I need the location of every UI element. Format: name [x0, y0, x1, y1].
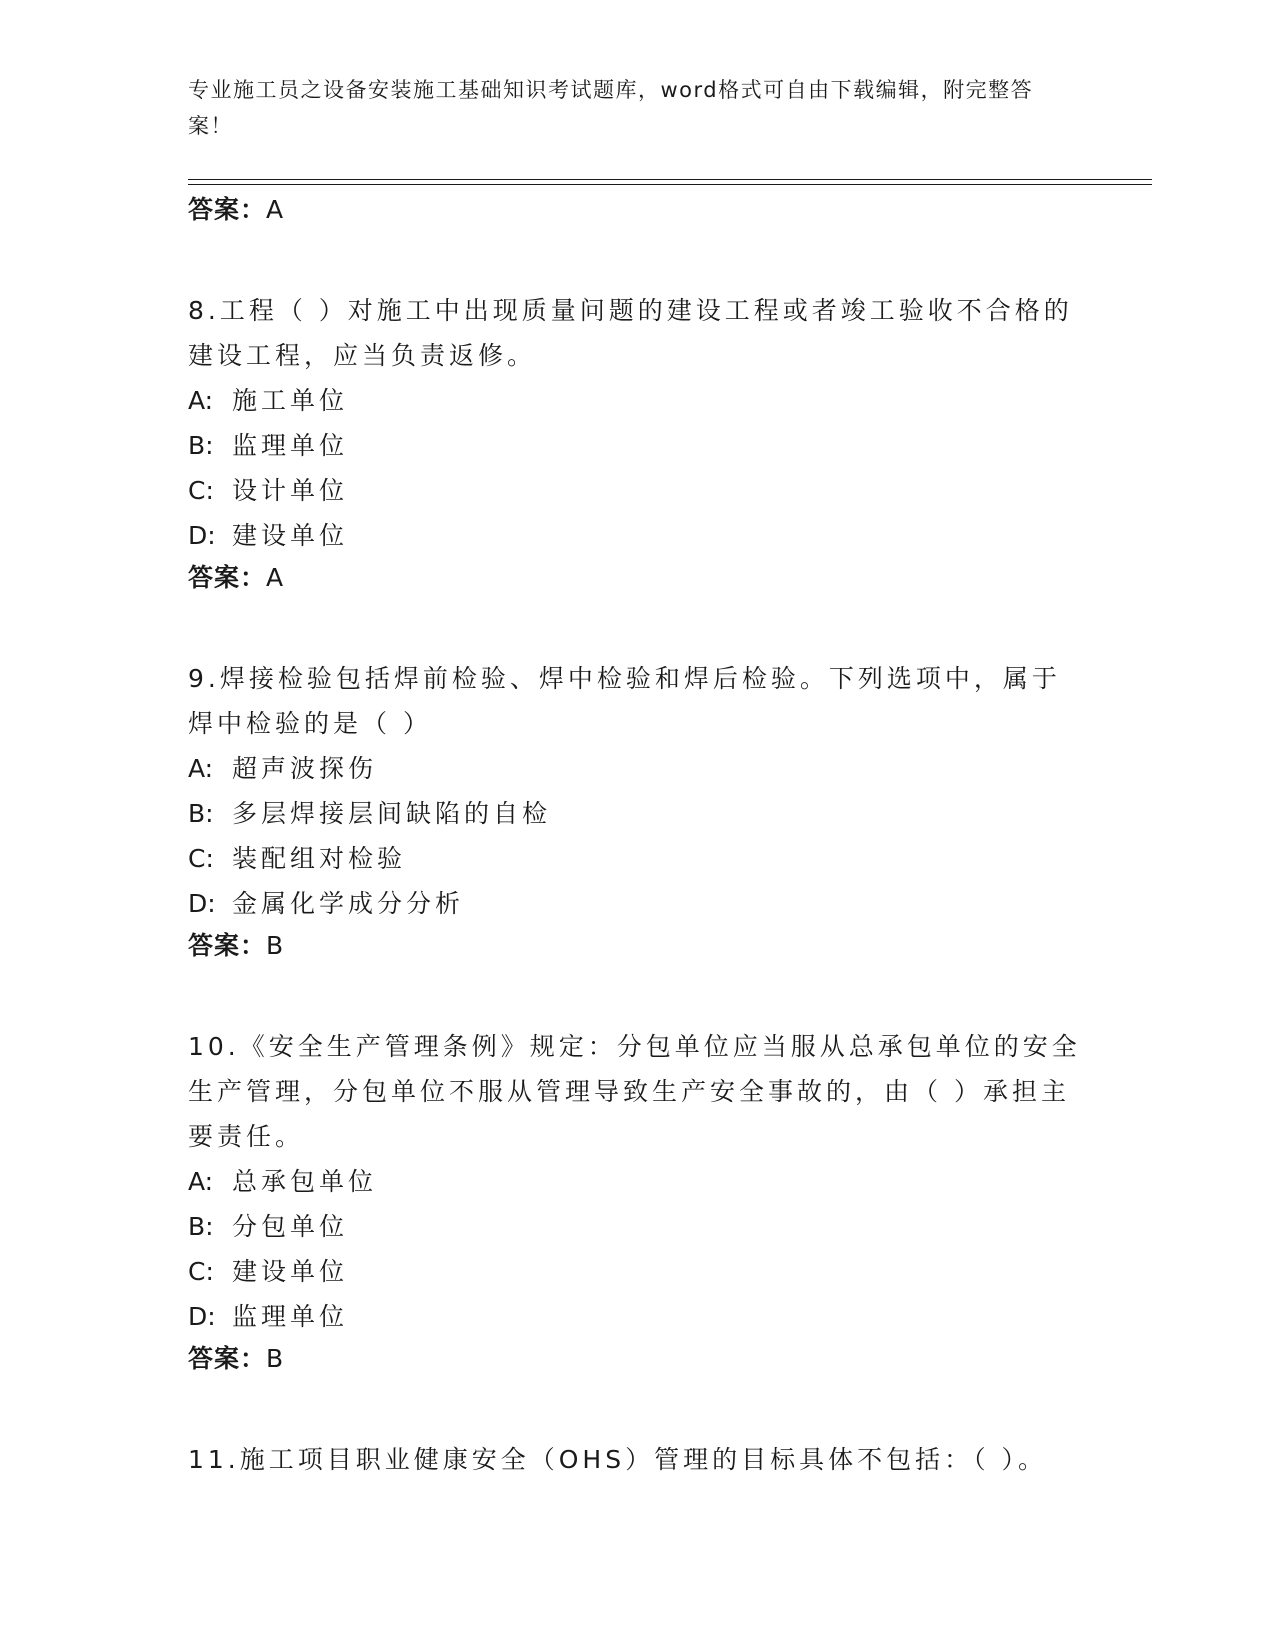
- option-text: 总承包单位: [232, 1167, 378, 1196]
- option-d: [188, 1294, 1088, 1339]
- option-text: 多层焊接层间缺陷的自检: [232, 799, 552, 828]
- question-list: [188, 190, 1088, 1482]
- question-10: [188, 1024, 1088, 1385]
- question-8: [188, 288, 1088, 604]
- question-text: 10.《安全生产管理条例》规定：分包单位应当服从总承包单位的安全生产管理，分包单位不服从管理导致生产安全事故的，由（ ）承担主要责任。: [188, 1032, 1081, 1151]
- question-text: 9.焊接检验包括焊前检验、焊中检验和焊后检验。下列选项中，属于焊中检验的是（ ）: [188, 664, 1061, 738]
- option-key: D:: [188, 1302, 216, 1331]
- option-key: B:: [188, 1212, 214, 1241]
- option-text: 建设单位: [232, 1257, 349, 1286]
- option-d: [188, 881, 1088, 926]
- option-a: [188, 746, 1088, 791]
- header-divider: [188, 184, 1152, 185]
- option-key: D:: [188, 521, 216, 550]
- option-text: 设计单位: [232, 476, 349, 505]
- answer-value: B: [266, 931, 285, 960]
- answer: [188, 558, 1088, 604]
- option-c: [188, 468, 1088, 513]
- option-key: C:: [188, 1257, 214, 1286]
- option-d: [188, 513, 1088, 558]
- option-text: 金属化学成分分析: [232, 889, 465, 918]
- answer-value: A: [266, 195, 285, 224]
- answer-label: 答案：: [188, 563, 267, 592]
- question-text: 11.施工项目职业健康安全（OHS）管理的目标具体不包括：（ ）。: [188, 1445, 1048, 1474]
- option-key: A:: [188, 754, 214, 783]
- option-text: 监理单位: [232, 431, 349, 460]
- answer-value: B: [266, 1344, 285, 1373]
- option-text: 监理单位: [232, 1302, 349, 1331]
- answer: [188, 1339, 1088, 1385]
- answer: [188, 926, 1088, 972]
- option-text: 建设单位: [232, 521, 349, 550]
- option-b: [188, 791, 1088, 836]
- answer-label: 答案：: [188, 195, 267, 224]
- question-9: [188, 656, 1088, 972]
- option-b: [188, 1204, 1088, 1249]
- option-key: B:: [188, 799, 214, 828]
- document-header: 专业施工员之设备安装施工基础知识考试题库，word格式可自由下载编辑，附完整答案！: [188, 78, 1034, 138]
- question-11: [188, 1437, 1088, 1482]
- option-a: [188, 378, 1088, 423]
- option-text: 装配组对检验: [232, 844, 407, 873]
- previous-answer: [188, 190, 1088, 236]
- option-text: 施工单位: [232, 386, 349, 415]
- option-text: 分包单位: [232, 1212, 349, 1241]
- option-c: [188, 836, 1088, 881]
- option-key: C:: [188, 844, 214, 873]
- option-key: B:: [188, 431, 214, 460]
- option-key: D:: [188, 889, 216, 918]
- answer-label: 答案：: [188, 931, 267, 960]
- option-b: [188, 423, 1088, 468]
- question-text: 8.工程（ ）对施工中出现质量问题的建设工程或者竣工验收不合格的建设工程，应当负责返修。: [188, 296, 1073, 370]
- option-text: 超声波探伤: [232, 754, 378, 783]
- answer-label: 答案：: [188, 1344, 267, 1373]
- option-c: [188, 1249, 1088, 1294]
- answer-value: A: [266, 563, 285, 592]
- option-key: A:: [188, 1167, 214, 1196]
- option-key: C:: [188, 476, 214, 505]
- option-a: [188, 1159, 1088, 1204]
- option-key: A:: [188, 386, 214, 415]
- header-divider: [188, 179, 1152, 180]
